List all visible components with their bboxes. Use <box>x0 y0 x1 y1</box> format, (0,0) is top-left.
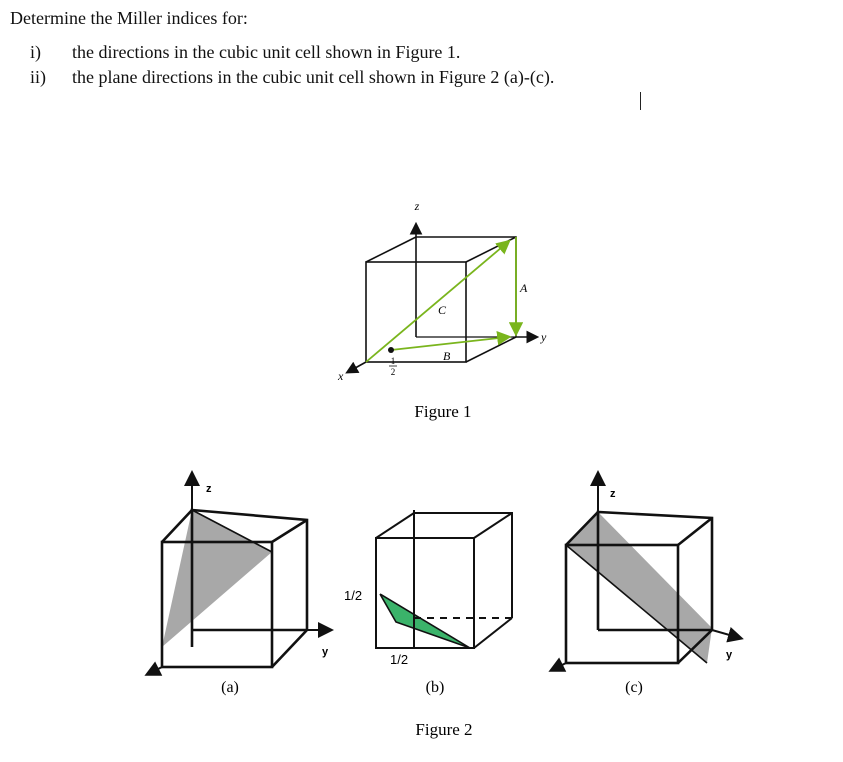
figure-2-caption: Figure 2 <box>415 720 473 739</box>
figure-1-z-label: z <box>414 199 420 213</box>
figure-2-panel-c <box>552 474 740 696</box>
question-item-number: i) <box>30 42 41 62</box>
question-item-number: ii) <box>30 67 46 87</box>
panel-b-label: (b) <box>425 679 445 696</box>
half-point-marker <box>388 347 394 353</box>
figure-2-panel-a <box>148 474 330 696</box>
half-numerator: 1 <box>390 356 396 366</box>
question-item-text: the directions in the cubic unit cell shown in Figure 1. <box>72 42 461 62</box>
panel-c-z-label: z <box>610 488 616 500</box>
panel-c-label: (c) <box>625 679 643 696</box>
panel-a-label: (a) <box>221 679 239 696</box>
panel-b-intercept-left: 1/2 <box>344 588 363 603</box>
plane-a <box>162 510 272 647</box>
panel-c-y-label: y <box>726 649 733 661</box>
figure-1-y-label: y <box>541 330 547 344</box>
vector-a-label: A <box>520 281 528 295</box>
figure-1-caption: Figure 1 <box>414 402 472 421</box>
figure-1-x-axis <box>348 362 366 372</box>
panel-b-intercept-bottom: 1/2 <box>390 652 409 667</box>
question-intro: Determine the Miller indices for: <box>10 8 248 28</box>
panel-a-y-label: y <box>322 646 329 658</box>
question-item-text: the plane directions in the cubic unit cell shown in Figure 2 (a)-(c). <box>72 67 555 87</box>
figure-2-panel-b <box>344 510 512 696</box>
half-denominator: 2 <box>390 367 396 377</box>
figure-2 <box>0 440 843 760</box>
vector-b-label: B <box>443 349 451 363</box>
vector-c-label: C <box>438 303 447 317</box>
figure-1-x-label: x <box>338 369 344 383</box>
panel-a-z-label: z <box>206 483 212 495</box>
